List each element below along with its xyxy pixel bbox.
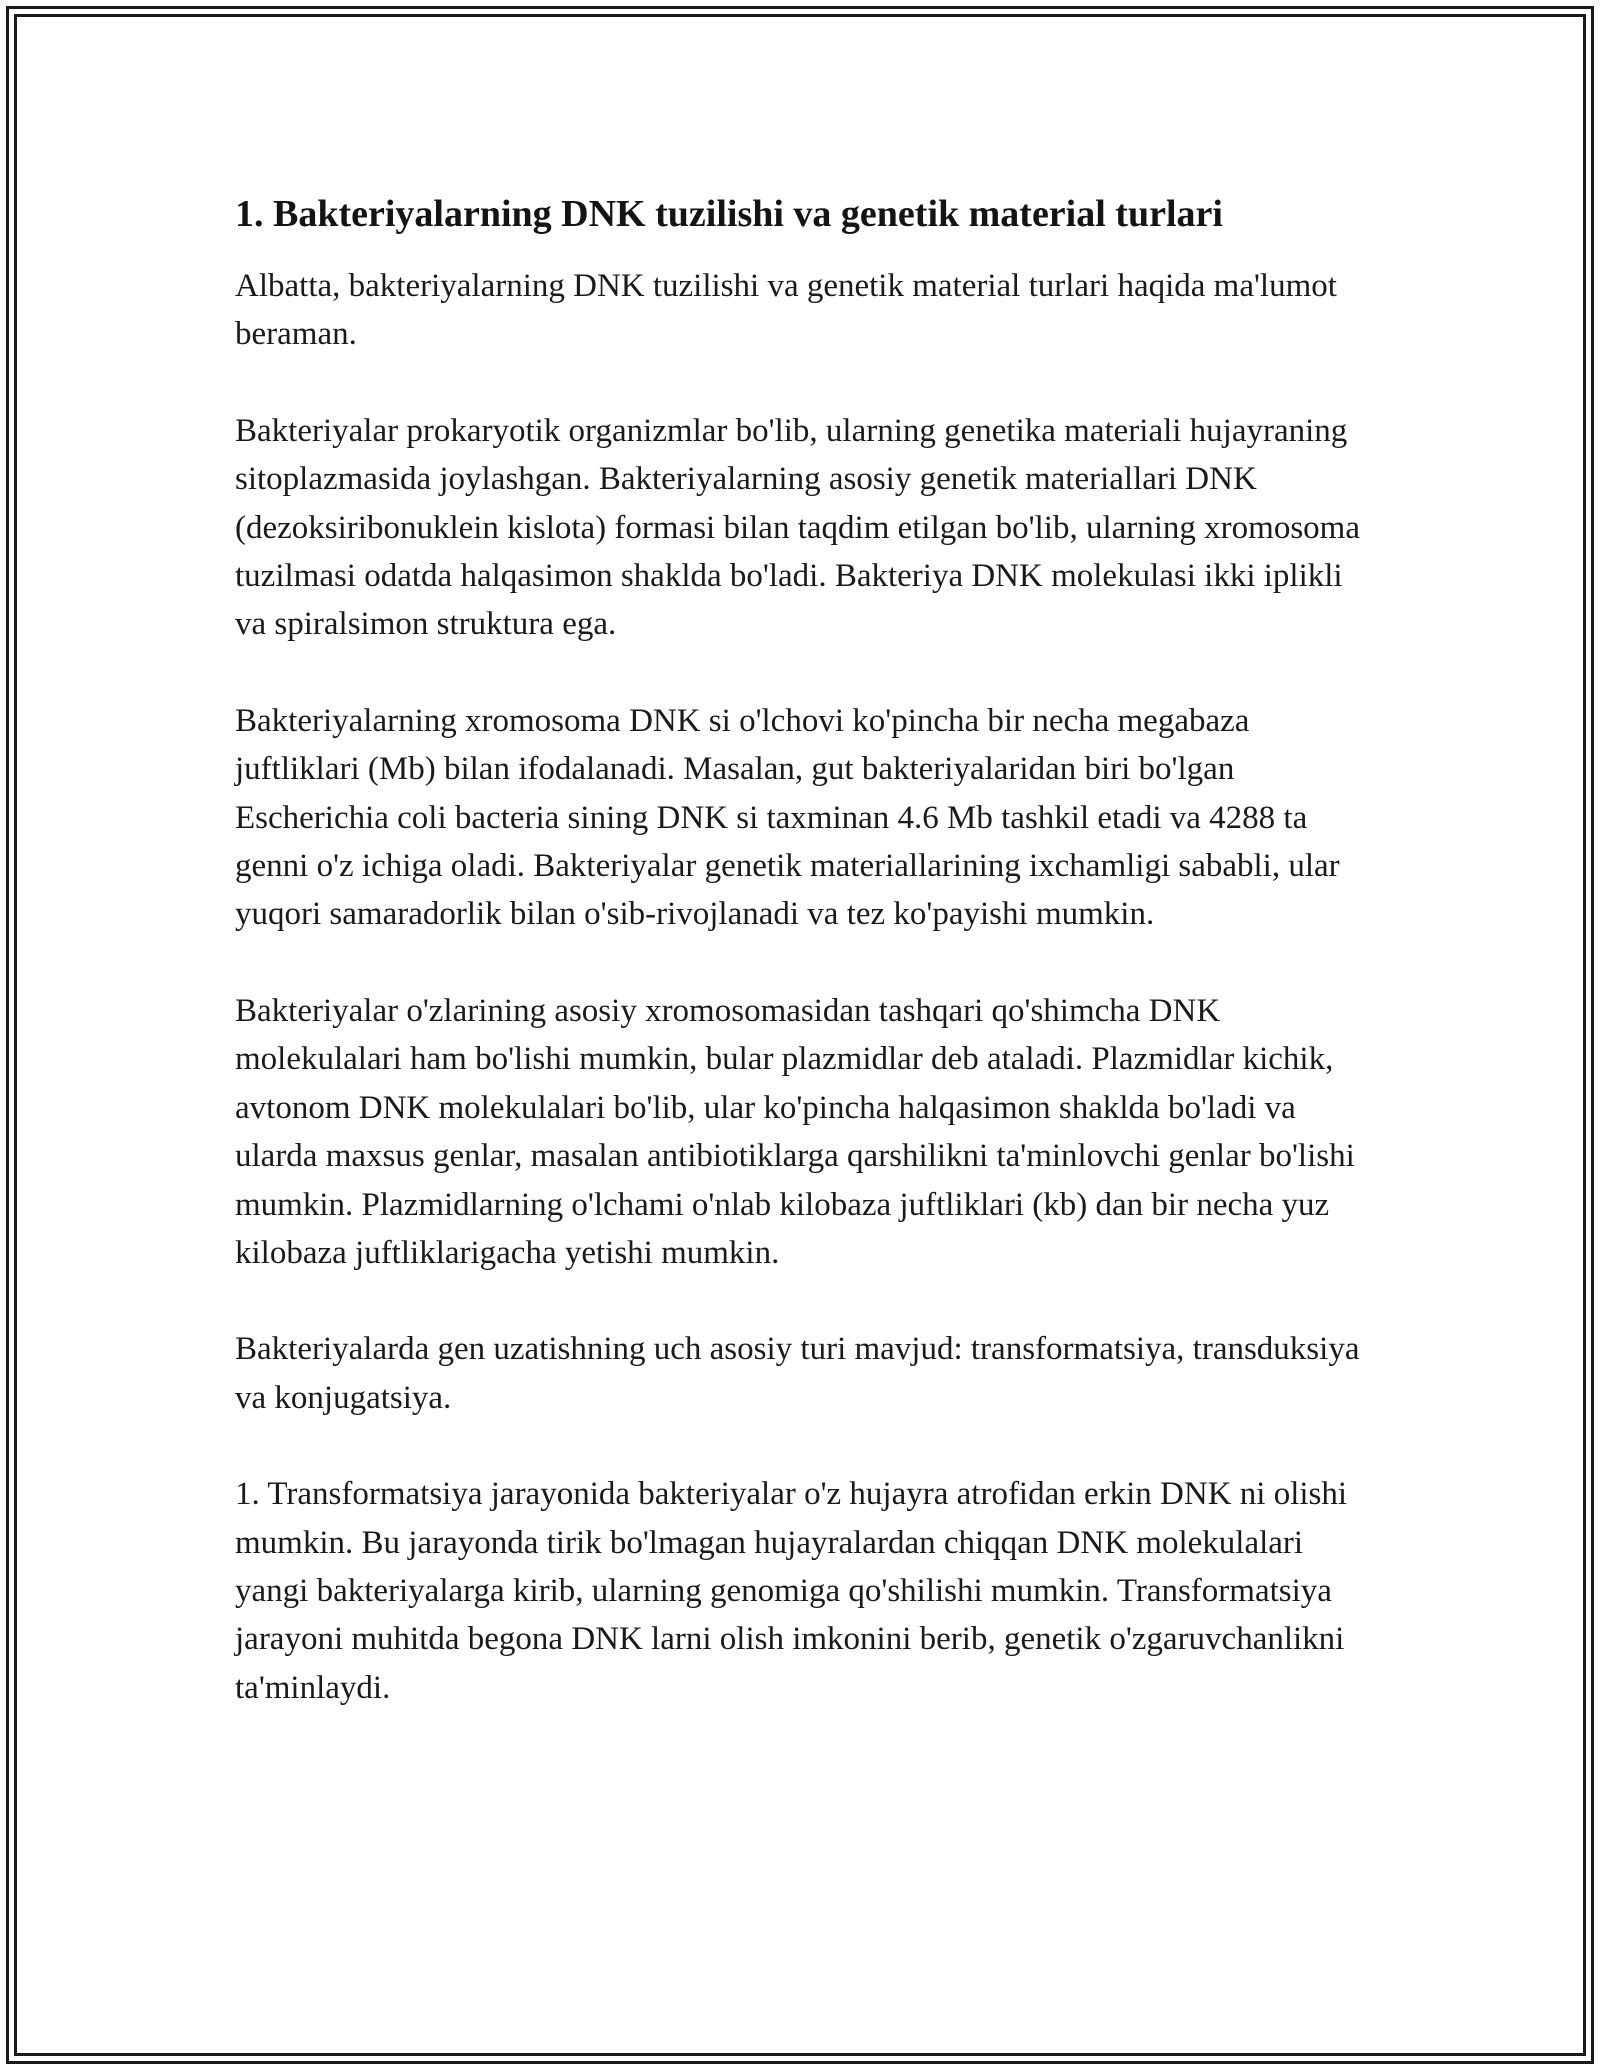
paragraph-intro: Albatta, bakteriyalarning DNK tuzilishi va genetik material turlari haqida ma'lumot beraman. bbox=[235, 268, 1337, 353]
paragraph-plasmids: Bakteriyalar o'zlarining asosiy xromosomasidan tashqari qo'shimcha DNK molekulalari ham bo'lishi mumkin, bular plazmidlar deb ataladi. Plazmidlar kichik, avtonom DNK molekulalari bo'lib, ular ko'pincha halqasimon shaklda bo'ladi va ularda maxsus genlar, masalan antibiotiklarga qarshilikni ta'minlovchi genlar bo'lishi mumkin. Plazmidlarning o'lchami o'nlab kilobaza juftliklari (kb) dan bir necha yuz kilobaza juftliklarigacha yetishi mumkin. bbox=[235, 992, 1355, 1271]
document-body bbox=[235, 186, 1375, 1760]
paragraph-prokaryotic-genetics: Bakteriyalar prokaryotik organizmlar bo'lib, ularning genetika materiali hujayraning sitoplazmasida joylashgan. Bakteriyalarning asosiy genetik materiallari DNK (dezoksiribonuklein kislota) formasi bilan taqdim etilgan bo'lib, ularning xromosoma tuzilmasi odatda halqasimon shaklda bo'ladi. Bakteriya DNK molekulasi ikki iplikli va spiralsimon struktura ega. bbox=[235, 412, 1360, 643]
paragraph-gene-transfer: Bakteriyalarda gen uzatishning uch asosiy turi mavjud: transformatsiya, transduksiya va konjugatsiya. bbox=[235, 1331, 1360, 1416]
document-title: 1. Bakteriyalarning DNK tuzilishi va genetik material turlari bbox=[235, 193, 1223, 235]
paragraph-transformation: 1. Transformatsiya jarayonida bakteriyalar o'z hujayra atrofidan erkin DNK ni olishi mumkin. Bu jarayonda tirik bo'lmagan hujayralardan chiqqan DNK molekulalari yangi bakteriyalarga kirib, ularning genomiga qo'shilishi mumkin. Transformatsiya jarayoni muhitda begona DNK larni olish imkonini berib, genetik o'zgaruvchanlikni ta'minlaydi. bbox=[235, 1476, 1348, 1706]
paragraph-chromosome-size: Bakteriyalarning xromosoma DNK si o'lchovi ko'pincha bir necha megabaza juftliklari (Mb) bilan ifodalanadi. Masalan, gut bakteriyalaridan biri bo'lgan Escherichia coli bacteria sining DNK si taxminan 4.6 Mb tashkil etadi va 4288 ta genni o'z ichiga oladi. Bakteriyalar genetik materiallarining ixchamligi sababli, ular yuqori samaradorlik bilan o'sib-rivojlanadi va tez ko'payishi mumkin. bbox=[235, 702, 1340, 933]
